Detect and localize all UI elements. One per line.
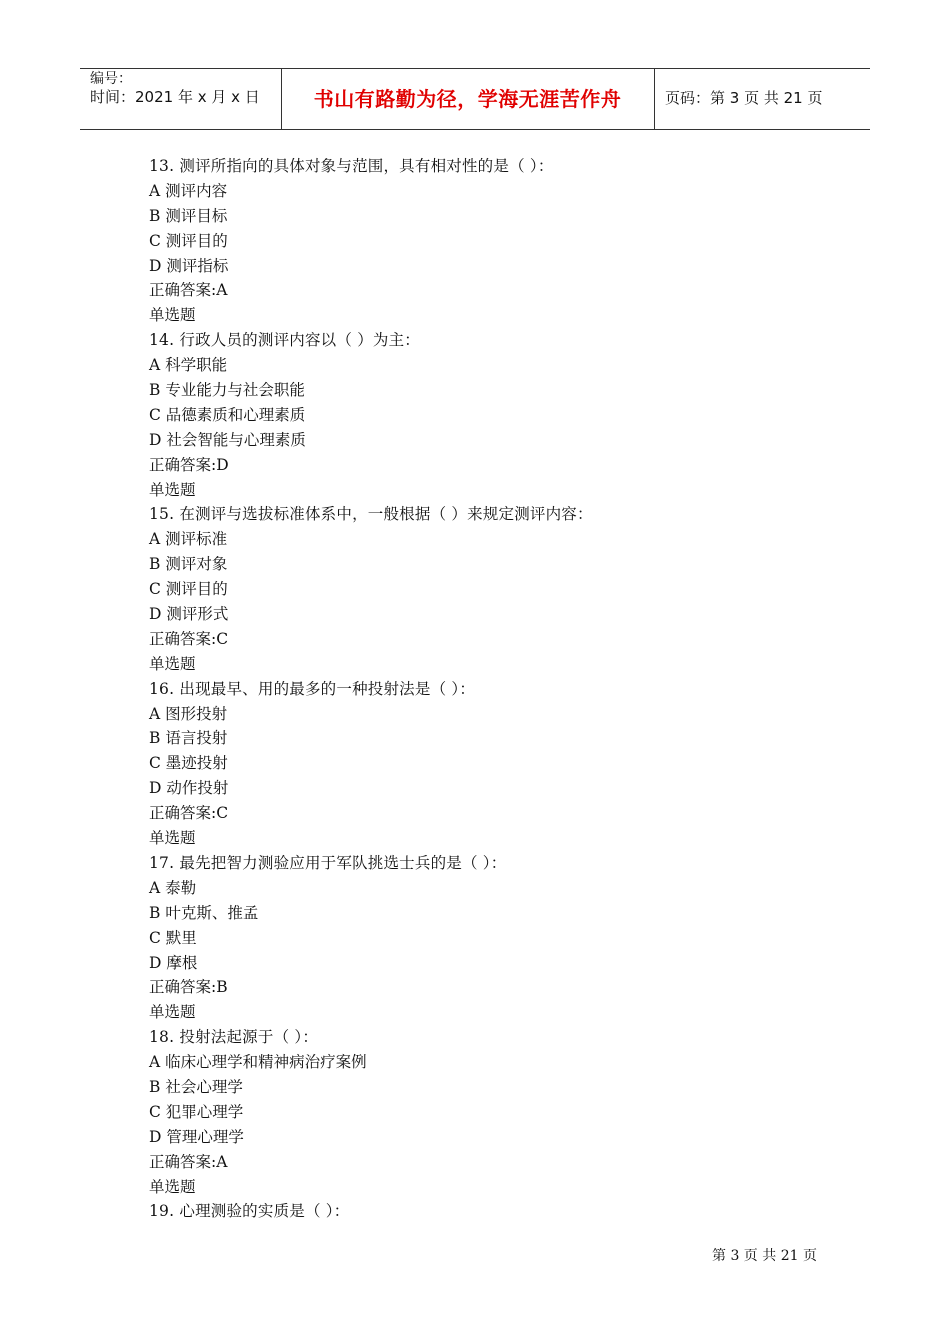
- question-type-label: 单选题: [149, 306, 196, 325]
- option-line: B 语言投射: [149, 729, 228, 748]
- correct-answer: 正确答案:D: [149, 455, 229, 474]
- option-line: B 社会心理学: [149, 1077, 243, 1096]
- footer-page-number: 第 3 页 共 21 页: [712, 1248, 817, 1264]
- header-right-cell: [655, 69, 870, 129]
- header-middle-cell: [281, 69, 655, 129]
- question-text: 19. 心理测验的实质是（ ）：: [149, 1202, 350, 1221]
- question-text: 18. 投射法起源于（ ）：: [149, 1028, 319, 1047]
- option-line: A 测评标准: [149, 530, 228, 549]
- question-type-label: 单选题: [149, 480, 196, 499]
- question-text: 14. 行政人员的测评内容以（ ）为主：: [149, 331, 421, 350]
- option-line: A 图形投射: [149, 704, 228, 723]
- question-type-label: 单选题: [149, 829, 196, 848]
- option-line: C 犯罪心理学: [149, 1102, 244, 1121]
- correct-answer: 正确答案:A: [149, 281, 228, 300]
- option-line: D 管理心理学: [149, 1127, 244, 1146]
- option-line: B 专业能力与社会职能: [149, 381, 305, 400]
- option-line: C 墨迹投射: [149, 754, 228, 773]
- option-line: A 科学职能: [149, 356, 228, 375]
- option-line: D 测评形式: [149, 605, 229, 624]
- question-type-label: 单选题: [149, 1177, 196, 1196]
- option-line: D 摩根: [149, 953, 198, 972]
- question-text: 15. 在测评与选拔标准体系中，一般根据（ ）来规定测评内容：: [149, 505, 593, 524]
- option-line: A 测评内容: [149, 181, 228, 200]
- option-line: B 叶克斯、推孟: [149, 903, 259, 922]
- option-line: C 测评目的: [149, 580, 228, 599]
- option-line: D 动作投射: [149, 779, 229, 798]
- correct-answer: 正确答案:B: [149, 978, 228, 997]
- option-line: B 测评目标: [149, 206, 228, 225]
- option-line: B 测评对象: [149, 555, 228, 574]
- correct-answer: 正确答案:C: [149, 629, 229, 648]
- motto-text: 书山有路勤为径，学海无涯苦作舟: [313, 87, 622, 111]
- header-left-cell: [80, 69, 282, 129]
- option-line: A 临床心理学和精神病治疗案例: [149, 1053, 367, 1072]
- question-text: 17. 最先把智力测验应用于军队挑选士兵的是（ ）：: [149, 853, 507, 872]
- option-line: D 测评指标: [149, 256, 229, 275]
- option-line: A 泰勒: [149, 878, 197, 897]
- question-type-label: 单选题: [149, 654, 196, 673]
- question-text: 13. 测评所指向的具体对象与范围，具有相对性的是（ ）：: [149, 157, 554, 175]
- correct-answer: 正确答案:A: [149, 1152, 228, 1171]
- correct-answer: 正确答案:C: [149, 804, 229, 823]
- time-label: 时间：2021 年 x 月 x 日: [90, 88, 260, 106]
- serial-label: 编号：: [90, 71, 132, 87]
- option-line: D 社会智能与心理素质: [149, 430, 306, 449]
- page-header: [80, 68, 870, 130]
- option-line: C 品德素质和心理素质: [149, 405, 306, 424]
- header-page-number: 页码：第 3 页 共 21 页: [665, 89, 823, 107]
- question-type-label: 单选题: [149, 1003, 196, 1022]
- question-list: [149, 154, 849, 1224]
- option-line: C 测评目的: [149, 231, 228, 250]
- question-text: 16. 出现最早、用的最多的一种投射法是（ ）：: [149, 679, 476, 698]
- option-line: C 默里: [149, 928, 197, 947]
